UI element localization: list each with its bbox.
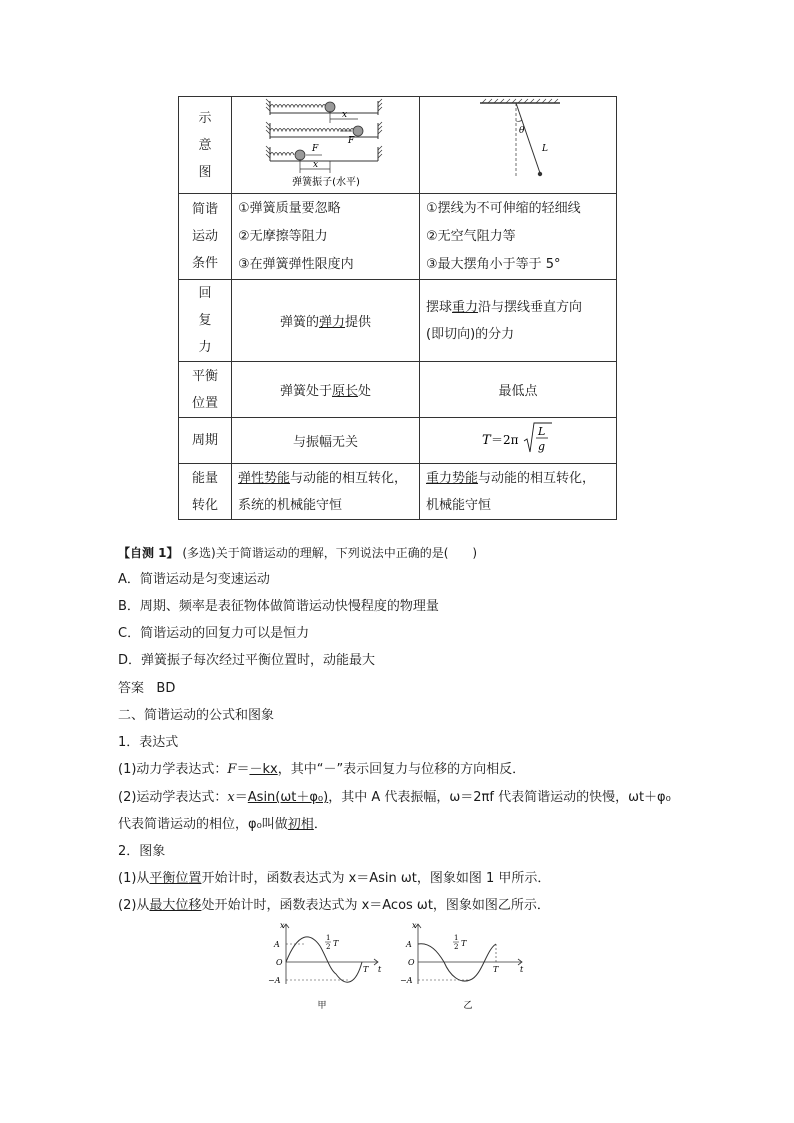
text: (即切向)的分力 (426, 326, 515, 342)
caption-jia: 甲 (317, 1001, 327, 1011)
label-f: F (312, 144, 319, 154)
header-line: 周期 (191, 433, 218, 448)
option-b: B．周期、频率是表征物体做简谐运动快慢程度的物理量 (118, 599, 439, 614)
text: 与动能的相互转化， (290, 470, 408, 486)
text: ，其中“－”表示回复力与位移的方向相反． (277, 762, 526, 777)
text: 开始计时，函数表达式为 x＝Asin ωt，图象如图 1 甲所示． (201, 871, 551, 886)
simple-pendulum-diagram (420, 97, 617, 194)
half-period-label: T (461, 939, 467, 948)
label-x: x (313, 160, 319, 170)
subsection-expression: 1．表达式 (118, 735, 179, 750)
exercise-tag: 【自测 1】 (118, 546, 179, 560)
formula-l: L (538, 424, 546, 438)
symbol: x (227, 790, 235, 805)
neg-amplitude-label: −A (400, 976, 413, 985)
underlined-term: 原长 (331, 384, 358, 399)
text: 与动能的相互转化， (478, 470, 596, 486)
origin-label: O (276, 958, 283, 967)
table-row-conditions (179, 194, 617, 280)
option-a: A．简谐运动是匀变速运动 (118, 572, 270, 587)
header-char: 图 (198, 164, 212, 180)
label-l: L (542, 144, 548, 154)
period-label: T (363, 965, 369, 974)
row-header-equilibrium (179, 362, 232, 418)
motion-graphs (260, 922, 540, 1012)
underlined-term: 重力 (452, 299, 479, 315)
spring-caption: 弹簧振子(水平) (292, 177, 360, 188)
text: 处 (358, 384, 372, 399)
pendulum-period-formula (420, 418, 617, 464)
text: ＝ (236, 762, 250, 777)
text: (2)从 (118, 898, 150, 913)
symbol: F (227, 762, 237, 777)
condition-item: ①摆线为不可伸缩的轻细线 (426, 200, 581, 216)
cosine-graph (400, 922, 524, 1011)
spring-period: 与振幅无关 (232, 418, 420, 464)
text: ，其中 A 代表振幅，ω＝2πf 代表简谐运动的快慢，ωt＋φ₀ (328, 790, 671, 805)
phase-line (118, 816, 327, 834)
text: ． (313, 817, 327, 832)
header-line: 位置 (191, 395, 218, 411)
spring-restoring-force (232, 280, 420, 362)
subsection-graph: 2．图象 (118, 844, 166, 859)
spring-equilibrium (232, 362, 420, 418)
spring-energy (232, 464, 420, 520)
condition-item: ②无摩擦等阻力 (238, 228, 328, 244)
period-label: T (493, 965, 499, 974)
formula-eq: ＝2π (491, 432, 519, 447)
sine-graph (268, 922, 382, 1011)
row-header-diagram (179, 97, 232, 194)
underlined-term: 弹力 (318, 315, 345, 330)
text: 代表简谐运动的相位，φ₀叫做 (118, 817, 288, 832)
formula-g: g (538, 439, 546, 453)
table-row-restoring-force (179, 280, 617, 362)
text: 弹簧的 (279, 315, 319, 330)
label-f: F (348, 136, 355, 146)
comparison-table (178, 96, 617, 520)
header-char: 示 (198, 110, 212, 126)
text: ＝ (234, 790, 248, 805)
text: 系统的机械能守恒 (238, 497, 343, 513)
row-header-energy (179, 464, 232, 520)
underlined-term: －kx (249, 762, 278, 777)
header-line: 简谐 (191, 202, 218, 217)
neg-amplitude-label: −A (268, 976, 281, 985)
table-row-diagram (179, 97, 617, 194)
header-char: 意 (198, 137, 212, 153)
row-header-restoring-force (179, 280, 232, 362)
header-char: 复 (198, 313, 212, 328)
table-row-energy (179, 464, 617, 520)
axis-x-label: x (412, 922, 417, 930)
header-line: 平衡 (191, 368, 218, 384)
underlined-term: 初相 (287, 817, 314, 832)
row-header-conditions (179, 194, 232, 280)
amplitude-label: A (274, 940, 280, 949)
underlined-term: 重力势能 (426, 470, 479, 486)
condition-item: ③最大摆角小于等于 5° (426, 256, 561, 272)
text: (2)运动学表达式： (118, 790, 228, 805)
text: 处开始计时，函数表达式为 x＝Acos ωt，图象如图乙所示． (201, 898, 550, 913)
answer-value: BD (156, 681, 176, 696)
kinematics-expression (118, 789, 671, 807)
underlined-term: 平衡位置 (149, 871, 202, 886)
axis-x-label: x (280, 922, 285, 930)
underlined-term: 最大位移 (149, 898, 202, 913)
header-char: 回 (198, 286, 212, 301)
header-line: 转化 (191, 497, 218, 513)
pendulum-conditions (420, 194, 617, 280)
text: (1)从 (118, 871, 150, 886)
half-period-label: T (333, 939, 339, 948)
header-line: 能量 (191, 470, 218, 486)
pendulum-restoring-force (420, 280, 617, 362)
half-num: 1 (326, 934, 331, 942)
text: 机械能守恒 (426, 497, 492, 513)
exercise-stem (118, 544, 477, 562)
dynamics-expression (118, 761, 525, 779)
condition-item: ①弹簧质量要忽略 (238, 200, 341, 216)
axis-t-label: t (520, 965, 524, 974)
text: 摆球 (426, 299, 453, 315)
spring-oscillator-diagram (232, 97, 420, 194)
label-x: x (342, 110, 348, 120)
header-line: 运动 (191, 229, 218, 244)
option-d: D．弹簧振子每次经过平衡位置时，动能最大 (118, 653, 376, 668)
half-num: 1 (454, 934, 459, 942)
row-header-period (179, 418, 232, 464)
table-row-equilibrium (179, 362, 617, 418)
header-line: 条件 (191, 256, 218, 271)
header-char: 力 (198, 340, 212, 355)
graph-line-1 (118, 870, 550, 888)
condition-item: ②无空气阻力等 (426, 228, 516, 244)
underlined-term: 弹性势能 (238, 470, 291, 486)
pendulum-figure (420, 97, 617, 189)
pendulum-energy (420, 464, 617, 520)
option-c: C．简谐运动的回复力可以是恒力 (118, 626, 310, 641)
answer-line (118, 680, 175, 698)
text: 弹簧处于 (279, 384, 332, 399)
axis-t-label: t (378, 965, 382, 974)
text: (1)动力学表达式： (118, 762, 228, 777)
pendulum-equilibrium: 最低点 (420, 362, 617, 418)
text: 提供 (345, 315, 372, 330)
origin-label: O (408, 958, 415, 967)
half-den: 2 (454, 943, 459, 951)
amplitude-label: A (406, 940, 412, 949)
period-formula (478, 419, 558, 459)
answer-label: 答案 (118, 681, 145, 696)
spring-conditions (232, 194, 420, 280)
condition-item: ③在弹簧弹性限度内 (238, 256, 354, 272)
table-row-period (179, 418, 617, 464)
half-den: 2 (326, 943, 331, 951)
caption-yi: 乙 (463, 1001, 473, 1011)
exercise-question: (多选)关于简谐运动的理解，下列说法中正确的是( ) (182, 546, 478, 560)
text: 沿与摆线垂直方向 (478, 299, 583, 315)
spring-oscillator-figure (232, 97, 420, 189)
formula-t: T (482, 432, 491, 448)
section-title: 二、简谐运动的公式和图象 (118, 708, 275, 723)
graphs-figure (260, 922, 540, 1012)
underlined-term: Asin(ωt＋φ₀) (247, 790, 329, 805)
graph-line-2 (118, 897, 550, 915)
label-theta: θ (519, 126, 525, 136)
